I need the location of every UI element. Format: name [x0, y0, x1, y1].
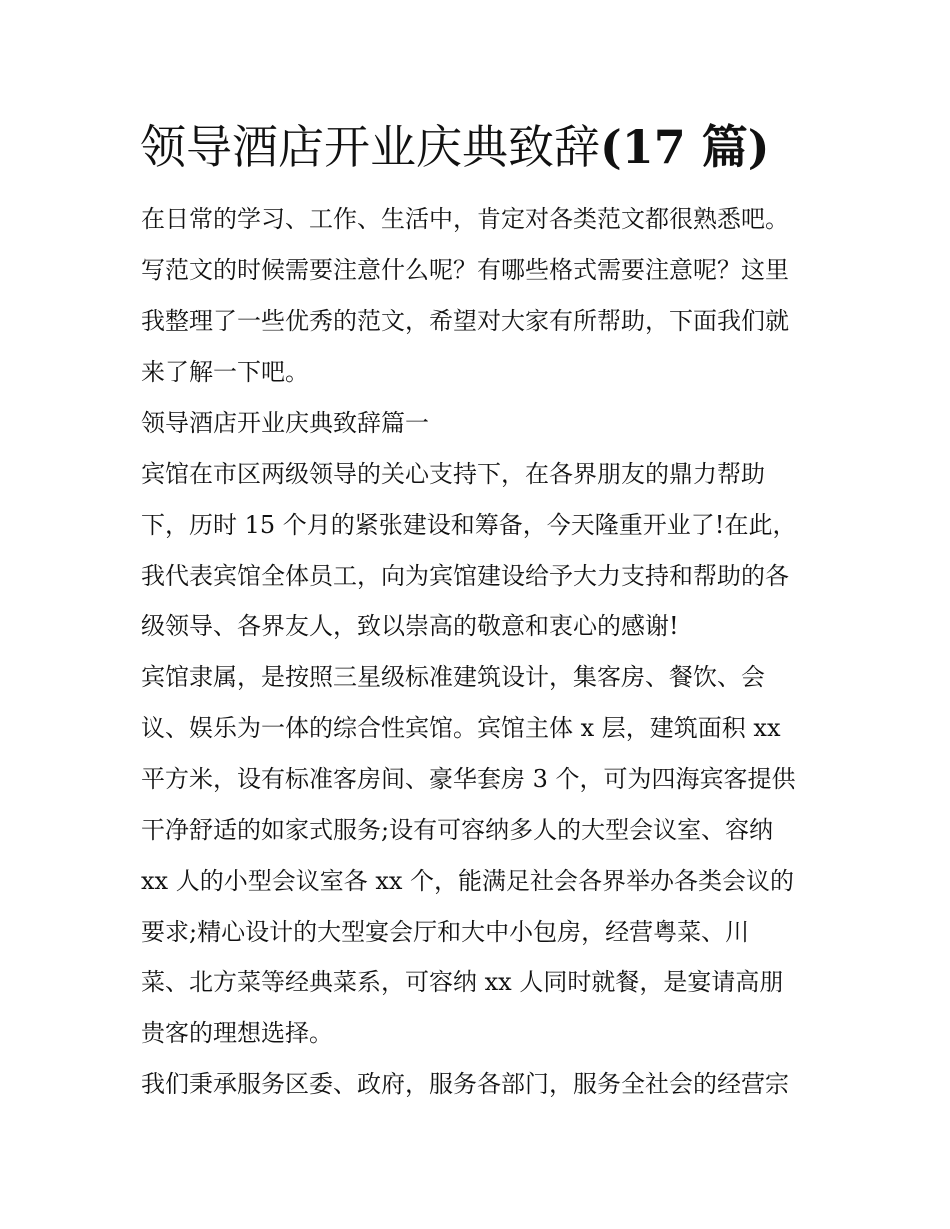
text-line: 要求;精心设计的大型宴会厅和大中小包房，经营粤菜、川: [141, 918, 750, 946]
text-line: xx 人的小型会议室各 xx 个，能满足社会各界举办各类会议的: [141, 867, 795, 895]
text-line: 我整理了一些优秀的范文，希望对大家有所帮助，下面我们就: [141, 307, 789, 335]
text-line: 级领导、各界友人，致以崇高的敬意和衷心的感谢!: [141, 612, 679, 640]
text-line: 下，历时 15 个月的紧张建设和筹备，今天隆重开业了!在此，: [141, 511, 797, 539]
text-line: 菜、北方菜等经典菜系，可容纳 xx 人同时就餐，是宴请高朋: [141, 968, 784, 996]
text-line: 贵客的理想选择。: [141, 1019, 333, 1047]
text-line: 议、娱乐为一体的综合性宾馆。宾馆主体 x 层，建筑面积 xx: [141, 714, 781, 742]
text-line: 我代表宾馆全体员工，向为宾馆建设给予大力支持和帮助的各: [141, 562, 789, 590]
title-count: (17 篇): [600, 120, 770, 174]
document-title: [140, 112, 840, 182]
text-line: 宾馆隶属，是按照三星级标准建筑设计，集客房、餐饮、会: [141, 663, 765, 691]
text-line: 干净舒适的如家式服务;设有可容纳多人的大型会议室、容纳: [141, 816, 774, 844]
text-line: 宾馆在市区两级领导的关心支持下，在各界朋友的鼎力帮助: [141, 460, 765, 488]
text-line: 来了解一下吧。: [141, 358, 309, 386]
text-line: 我们秉承服务区委、政府，服务各部门，服务全社会的经营宗: [141, 1070, 789, 1098]
text-line: 写范文的时候需要注意什么呢？有哪些格式需要注意呢？这里: [141, 256, 789, 284]
title-main: 领导酒店开业庆典致辞: [140, 120, 600, 174]
section-heading: 领导酒店开业庆典致辞篇一: [141, 409, 429, 437]
text-line: 平方米，设有标准客房间、豪华套房 3 个，可为四海宾客提供: [141, 765, 796, 793]
text-line: 在日常的学习、工作、生活中，肯定对各类范文都很熟悉吧。: [141, 205, 789, 233]
